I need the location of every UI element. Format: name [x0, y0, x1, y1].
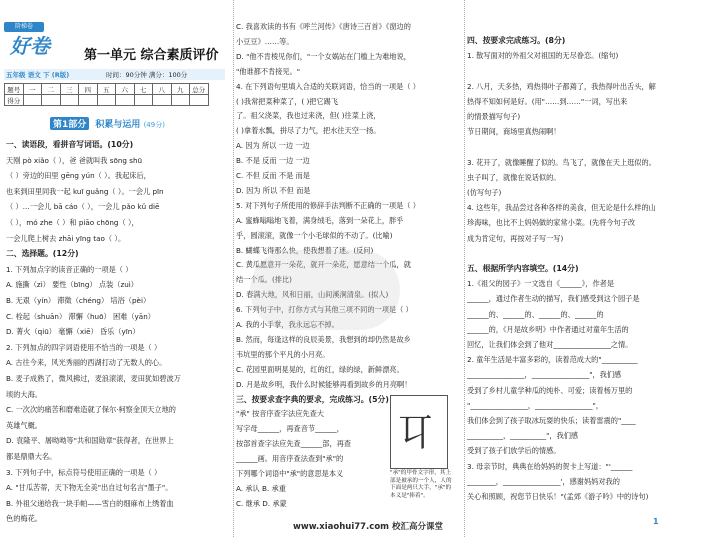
text-line: A. 古往今来，风光秀丽的西湖打动了无数人的心。 — [6, 358, 167, 368]
text-line: 热得不知如何是好。(用"……到……"一词，写出来 — [467, 96, 628, 106]
column-separator — [464, 0, 465, 537]
text-line: 2. 童年生活是丰富多彩的，读着范成大的"__________ — [467, 355, 638, 365]
text-line: 都是鼎鼎大名。 — [6, 452, 57, 461]
text-line: 受到了乡村儿童学种瓜的纯朴、可爱；读着杨万里的 — [467, 385, 633, 395]
text-line: B. 麦子成熟了，微风拂过，麦浪滚滚，麦田犹如碧波万 — [6, 374, 181, 383]
text-line: 受到了孩子们放学后的情感。 — [467, 446, 561, 456]
text-line: （ ）旁边的田里 gēng yún（ ）。我起床后， — [6, 171, 151, 181]
text-line: 顷的大海。 — [6, 389, 42, 399]
column-3 — [467, 0, 720, 537]
text-line: D. 春满大地，风和日丽，山间溪涧清泉。(拟人) — [236, 290, 389, 300]
text-line: 2. 八月，天多热，鸡热得叶子都蔫了，我热得叶出舌头，解 — [467, 81, 656, 91]
page-number-text: 1 — [653, 517, 659, 526]
time-score-label: 时间：90分钟 满分：100分 — [106, 71, 188, 79]
score-header-cell: 九 — [171, 84, 190, 95]
text-line: C. 黄瓜愿意开一朵花，就开一朵花，愿意结一个瓜，就 — [236, 260, 411, 270]
text-line: ______的、______的、______的、______的 — [467, 309, 604, 319]
text-line: 结一个瓜。(排比) — [236, 275, 292, 285]
text-line: 3. 下列句子中，标点符号使用正确的一项是（ ） — [6, 467, 162, 477]
text-line: 成为肯定句，再按对子写一写) — [467, 233, 564, 243]
text-line: 天刚 pò xiǎo（ ），爸 爸就叫我 sōng shū — [6, 155, 143, 165]
text-line: 1.《祖父的园子》一文选自《______》，作者是 — [467, 279, 615, 289]
text-line: 珍海味，也比不上妈妈做的家常小菜。(先将今句子改 — [467, 218, 636, 228]
text-line: D. 菁火（qiū） 毫懈（xiē） 昏乐（yīn） — [6, 327, 140, 337]
column-1 — [6, 0, 231, 537]
text-line: 6. 下列句子中，打你方式与其他三项不同的一项是（ ） — [236, 305, 413, 315]
text-line: C. 继承 D. 承蒙 — [236, 498, 287, 508]
text-line: 一会儿爬上树去 zhāi yīng tao（ ）。 — [6, 233, 126, 243]
text-line: 3. 母亲节时，典典在给妈妈的贺卡上写道："'______ — [467, 461, 633, 471]
text-line: B. 外祖父递给我一块手帕——雪白的细麻布上绣着血 — [6, 498, 174, 508]
text-line: 节日期间，商场里真热闹啊！ — [467, 127, 561, 137]
text-line: C. 花园里面明晃晃的，红的红，绿的绿，新鲜漂亮。 — [236, 364, 404, 374]
text-line: 3. 花开了，就像睡醒了似的。鸟飞了，就像在天上逛似的。 — [467, 157, 656, 167]
text-line: C. 我喜欢读的书有《呼兰河传》《唐诗三百首》《窗边的 — [236, 22, 411, 31]
part1-badge: 第1部分 — [50, 117, 89, 130]
score-row-label: 得分 — [5, 95, 24, 106]
text-line: 4. 这些年，我品尝过各种各样的美食，但无论是什么样的山 — [467, 203, 656, 213]
text-line: ______，通过作者生动的描写，我们感受到这个园子是 — [467, 294, 640, 304]
text-line: 1. 散写面对的外祖父对祖国的无尽眷恋。(缩句) — [467, 51, 619, 61]
text-line: 下列哪个词语中"承"的意思是本义 — [236, 469, 344, 478]
text-line: 英雄气概。 — [6, 420, 42, 430]
part1-points: (49分) — [143, 121, 165, 129]
part1-name: 积累与运用 — [95, 120, 141, 130]
text-line: C. 不但 反而 不是 而是 — [236, 171, 310, 180]
text-line: ________，________________'，感谢妈妈对我的 — [467, 476, 620, 486]
text-line: A. 因为 所以 一边 一边 — [236, 141, 310, 151]
watermark — [250, 250, 400, 330]
footer-url: www.xiaohui77.com 校汇高分课堂 — [293, 522, 443, 532]
grade-label: 五年级 语文 下 (R版) — [6, 71, 70, 79]
text-line: 按部首查字法应先查______部，再查 — [236, 439, 352, 449]
character-note: "承"的甲骨文字形，其上部是被承的一个人，人的下面是两只大手，"承"的本义是"捧着"。 — [390, 470, 452, 499]
text-line: A. 我的小手掌，我永远忘不掉。 — [236, 320, 339, 329]
text-line: 也来到田里同我一起 kuī guǎng（ ）。一会儿 pīn — [6, 186, 164, 196]
text-line: __________，__________"，我们感 — [467, 431, 579, 441]
text-line: 五、根据所学内容填空。(14分) — [467, 264, 579, 273]
text-line: 了。祖父浇菜，我也过来浇，但( )往菜上浇， — [236, 111, 381, 121]
score-header-cell: 二 — [42, 84, 61, 95]
text-line: C. 栓起（shuān） 滞懈（huō） 困难（yān） — [6, 311, 155, 321]
text-line: D. 袁隆平、屠呦呦等"共和国勋章"获得者，在世界上 — [6, 436, 174, 446]
score-header-cell: 题号 — [5, 84, 24, 95]
text-line: ________________，________________"，我们感 — [467, 370, 622, 380]
text-line: "他谁都不肯接见。" — [236, 66, 301, 76]
page-title: 第一单元 综合素质评价 — [84, 48, 219, 63]
text-line: 回忆，让我们体会到了他对________________之情。 — [467, 340, 633, 349]
score-header-cell: 八 — [153, 84, 172, 95]
score-header-cell: 七 — [134, 84, 153, 95]
text-line: D. "他不肯棱见你们，"一个女娲站在门槛上为难地说， — [236, 51, 411, 61]
text-line: 乎，圆滚滚，就像一个小毛球似的不动了。(比喻) — [236, 230, 393, 240]
text-line: A. 蜜蜂嗡嗡地飞着，满身绒毛，落到一朵花上，胖乎 — [236, 215, 404, 225]
text-line: 三、按要求查字典的要求，完成练习。(5分) — [236, 394, 389, 404]
text-line: (仿写句子) — [467, 188, 502, 197]
text-line: （ ）…一会儿 bā cáo（ ），一会儿 pǎo kǔ diē — [6, 202, 160, 212]
text-line: A. 承认 B. 承重 — [236, 483, 286, 493]
score-header-cell: 四 — [79, 84, 98, 95]
score-header-cell: 五 — [97, 84, 116, 95]
text-line: 关心和照顾，祝您节日快乐！"(孟郊《游子吟》中的诗句) — [467, 492, 649, 501]
text-line: 色的梅花。 — [6, 514, 42, 524]
text-line: ______的，《月是故乡明》中作者通过对童年生活的 — [467, 324, 629, 334]
score-header-cell: 总分 — [190, 84, 209, 95]
text-line: D. 因为 所以 不但 而是 — [236, 185, 311, 195]
text-line: 一、读语段，看拼音写词语。(10分) — [6, 140, 134, 149]
text-line: B. 无艰（yín） 滞徵（chéng） 培浴（pèi） — [6, 296, 151, 305]
text-line: B. 然而，每逢这样的良辰美景，我想到的却仍然是故乡 — [236, 334, 411, 344]
text-line: 写字母______，再查音节______， — [236, 424, 344, 434]
text-line: 韦坑里的那个平凡的小月亮。 — [236, 349, 330, 359]
text-line: C. 一次次的痛苦和磨难造就了保尔·柯察金顶天立地的 — [6, 405, 177, 415]
text-line: 4. 在下列语句里填入合适的关联词语，恰当的一项是（ ） — [236, 81, 420, 91]
text-line: 虫子叫了，就像在说话似的。 — [467, 172, 561, 182]
text-line: B. 蝴蝶飞得那么快，使我想着了迷。(反问) — [236, 245, 374, 255]
text-line: A. "甘瓜苦蒂，天下物无全美"出自过句名言"墨子"。 — [6, 483, 173, 493]
text-line: （ ），mó zhe（ ）和 piāo chōng（ ）， — [6, 218, 139, 227]
text-line: "________________，________________"， — [467, 400, 603, 410]
text-line: D. 月是故乡明，我什么时候能够再看到故乡的月亮啊！ — [236, 379, 412, 389]
logo-top-label: 阶梯卷 — [4, 22, 44, 32]
column-separator — [233, 0, 234, 537]
character-illustration — [390, 395, 448, 469]
text-line: 二、选择题。(12分) — [6, 249, 79, 259]
text-line: ( )我常把菜种菜了，( )把它踢飞 — [236, 96, 339, 106]
page-number — [653, 517, 659, 526]
text-line: ______画。用音序查法查到"承"的 — [236, 454, 344, 464]
logo-main-text: 好卷 — [10, 34, 50, 58]
score-header-cell: 六 — [116, 84, 135, 95]
text-line: "承" 按音序查字法应先查大 — [236, 409, 324, 419]
text-line: B. 不是 反而 一边 一边 — [236, 156, 310, 166]
text-line: 小豆豆》……等。 — [236, 36, 294, 46]
text-line: 1. 下列加点字的读音正确的一项是（ ） — [6, 264, 133, 274]
text-line: 2. 下列加点的四字词语使用不恰当的一项是（ ） — [6, 342, 162, 352]
text-line: 四、按要求完成练习。(8分) — [467, 36, 566, 45]
score-header-cell: 一 — [23, 84, 42, 95]
text-line: A. 施撕（zì） 要性（bīng） 点装（zuì） — [6, 280, 138, 290]
text-line: ( )拿着水瓢，拼尽了力气，把水往天空一扬。 — [236, 126, 381, 136]
text-line: 5. 对下列句子所使用的修辞手法判断不正确的一项是（ ） — [236, 200, 420, 210]
text-line: 的情景描写句子) — [467, 112, 521, 121]
text-line: 我们体会到了孩子取冰玩耍的快乐；读着雷震的"____ — [467, 416, 636, 425]
ancient-character-glyph: 㔿 — [396, 411, 435, 455]
score-header-cell: 三 — [60, 84, 79, 95]
footer — [0, 518, 726, 532]
